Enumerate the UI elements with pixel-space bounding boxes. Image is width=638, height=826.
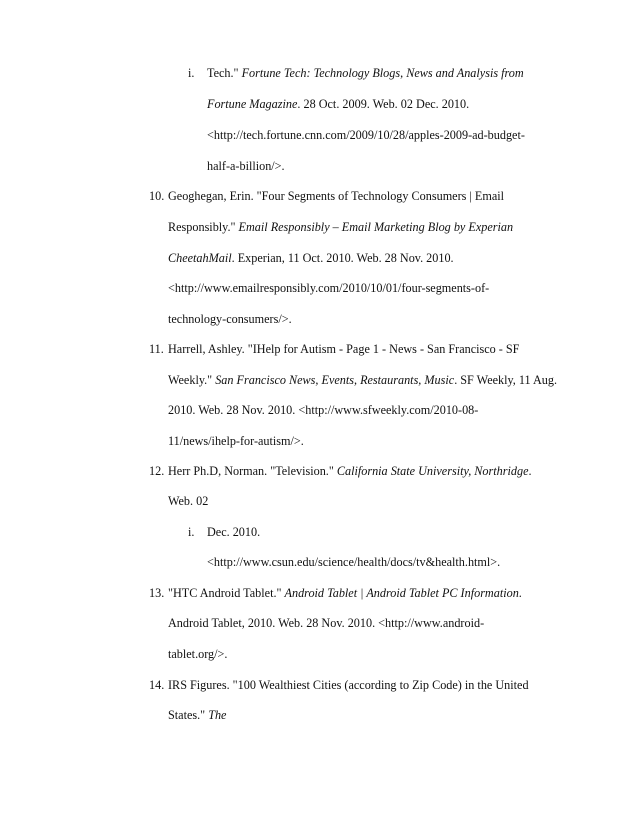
- reference-line: [168, 189, 504, 204]
- reference-text: IRS Figures. "100 Wealthiest Cities (according to Zip Code) in the United: [168, 678, 529, 692]
- entry-marker: i.: [188, 525, 195, 539]
- italic-title-text: Android Tablet | Android Tablet PC Information: [284, 586, 519, 600]
- reference-text: Geoghegan, Erin. "Four Segments of Technology Consumers | Email: [168, 189, 505, 203]
- reference-text: . SF Weekly, 11 Aug.: [454, 373, 558, 387]
- reference-text: Dec. 2010.: [207, 525, 261, 539]
- reference-text: .: [528, 464, 532, 478]
- reference-text: half-a-billion/>.: [207, 159, 285, 173]
- reference-text: Responsibly.": [168, 220, 239, 234]
- italic-title-text: San Francisco News, Events, Restaurants, Music: [215, 373, 455, 387]
- reference-text: <http://tech.fortune.cnn.com/2009/10/28/apples-2009-ad-budget-: [207, 128, 525, 142]
- reference-line: [168, 373, 557, 388]
- italic-title-text: CheetahMail: [168, 251, 232, 265]
- reference-text: 11/news/ihelp-for-autism/>.: [168, 434, 304, 448]
- reference-text: Herr Ph.D, Norman. "Television.": [168, 464, 337, 478]
- italic-title-text: Fortune Tech: Technology Blogs, News and Analysis from: [241, 66, 524, 80]
- italic-title-text: The: [208, 708, 227, 722]
- reference-text: Tech.": [207, 66, 242, 80]
- reference-line: [168, 464, 532, 479]
- entry-marker: 14.: [149, 678, 165, 692]
- italic-title-text: Email Responsibly – Email Marketing Blog by Experian: [238, 220, 514, 234]
- italic-title-text: California State University, Northridge: [336, 464, 529, 478]
- reference-text: Weekly.": [168, 373, 216, 387]
- reference-text: <http://www.emailresponsibly.com/2010/10/01/four-segments-of-: [168, 281, 490, 295]
- reference-text: .: [518, 586, 522, 600]
- reference-line: [168, 647, 227, 662]
- reference-text: "HTC Android Tablet.": [168, 586, 285, 600]
- reference-text: . Experian, 11 Oct. 2010. Web. 28 Nov. 2010.: [231, 251, 454, 265]
- reference-text: Harrell, Ashley. "IHelp for Autism - Page 1 - News - San Francisco - SF: [168, 342, 520, 356]
- reference-text: tablet.org/>.: [168, 647, 228, 661]
- reference-line: [207, 128, 525, 143]
- reference-line: [168, 403, 478, 418]
- entry-marker: i.: [188, 66, 195, 80]
- reference-line: [168, 434, 304, 449]
- reference-line: [207, 159, 285, 174]
- italic-title-text: Fortune Magazine: [207, 97, 298, 111]
- reference-line: [207, 97, 469, 112]
- entry-marker: 12.: [149, 464, 165, 478]
- reference-line: [168, 281, 489, 296]
- reference-text: Android Tablet, 2010. Web. 28 Nov. 2010. <http://www.android-: [168, 616, 485, 630]
- entry-marker: 13.: [149, 586, 165, 600]
- reference-text: States.": [168, 708, 209, 722]
- reference-line: [168, 586, 522, 601]
- entry-marker: 10.: [149, 189, 165, 203]
- reference-text: . 28 Oct. 2009. Web. 02 Dec. 2010.: [297, 97, 470, 111]
- reference-text: Web. 02: [168, 494, 209, 508]
- reference-line: [168, 494, 208, 509]
- reference-line: [168, 251, 454, 266]
- reference-line: [168, 312, 292, 327]
- reference-text: 2010. Web. 28 Nov. 2010. <http://www.sfweekly.com/2010-08-: [168, 403, 479, 417]
- reference-text: <http://www.csun.edu/science/health/docs/tv&health.html>.: [207, 555, 501, 569]
- reference-line: [207, 555, 500, 570]
- reference-line: [168, 678, 529, 693]
- reference-line: [207, 525, 260, 540]
- reference-line: [168, 708, 226, 723]
- reference-line: [168, 616, 484, 631]
- reference-line: [168, 342, 519, 357]
- reference-line: [207, 66, 524, 81]
- reference-line: [168, 220, 513, 235]
- reference-text: technology-consumers/>.: [168, 312, 292, 326]
- entry-marker: 11.: [149, 342, 164, 356]
